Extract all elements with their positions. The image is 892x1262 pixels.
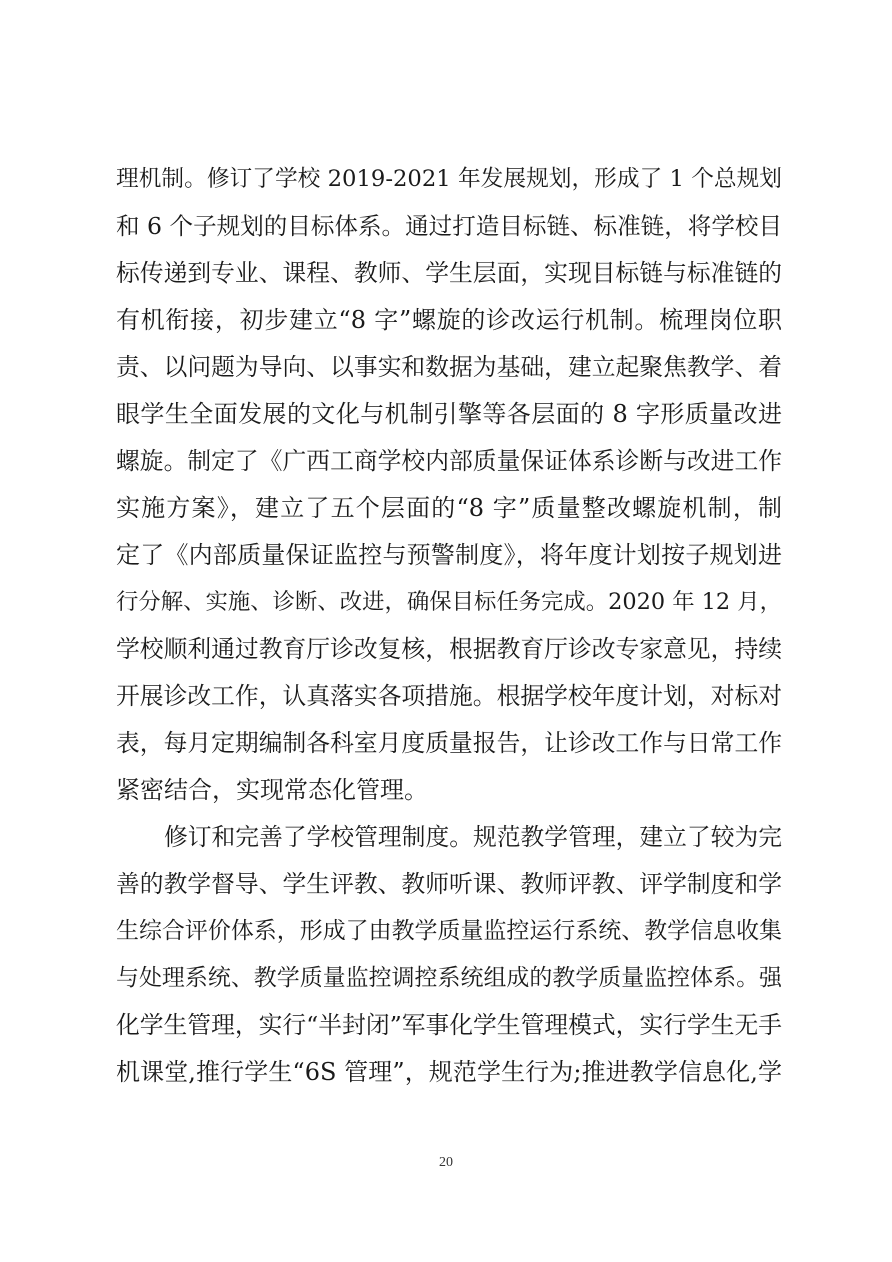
text-line: 表，每月定期编制各科室月度质量报告，让诊改工作与日常工作 [116,729,782,757]
paragraph-1 [116,156,782,814]
page-number: 20 [439,1155,453,1170]
text-line: 眼学生全面发展的文化与机制引擎等各层面的 8 字形质量改进 [116,400,782,428]
text-line: 和 6 个子规划的目标体系。通过打造目标链、标准链，将学校目 [116,212,782,240]
paragraph-2 [116,814,782,1096]
text-line: 开展诊改工作，认真落实各项措施。根据学校年度计划，对标对 [116,682,782,710]
text-line: 生综合评价体系，形成了由教学质量监控运行系统、教学信息收集 [116,918,782,944]
text-line: 修订和完善了学校管理制度。规范教学管理，建立了较为完 [164,823,782,851]
text-line: 行分解、实施、诊断、改进，确保目标任务完成。2020 年 12 月， [116,589,782,615]
text-line: 实施方案》，建立了五个层面的“8 字”质量整改螺旋机制，制 [116,494,782,522]
text-line: 定了《内部质量保证监控与预警制度》，将年度计划按子规划进 [116,541,782,569]
body-text [116,156,782,1096]
text-line: 与处理系统、教学质量监控调控系统组成的教学质量监控体系。强 [116,965,782,991]
text-line: 螺旋。制定了《广西工商学校内部质量保证体系诊断与改进工作 [116,447,782,475]
text-line: 紧密结合，实现常态化管理。 [116,776,428,804]
text-line: 标传递到专业、课程、教师、学生层面，实现目标链与标准链的 [116,259,782,287]
text-line: 化学生管理，实行“半封闭”军事化学生管理模式，实行学生无手 [116,1011,782,1039]
text-line: 理机制。修订了学校 2019-2021 年发展规划，形成了 1 个总规划 [116,166,782,192]
text-line: 机课堂,推行学生“6S 管理”，规范学生行为;推进教学信息化,学 [116,1058,782,1086]
text-line: 有机衔接，初步建立“8 字”螺旋的诊改运行机制。梳理岗位职 [116,306,782,334]
text-line: 善的教学督导、学生评教、教师听课、教师评教、评学制度和学 [116,870,782,898]
text-line: 责、以问题为导向、以事实和数据为基础，建立起聚焦教学、着 [116,353,782,381]
text-line: 学校顺利通过教育厅诊改复核，根据教育厅诊改专家意见，持续 [116,635,782,663]
